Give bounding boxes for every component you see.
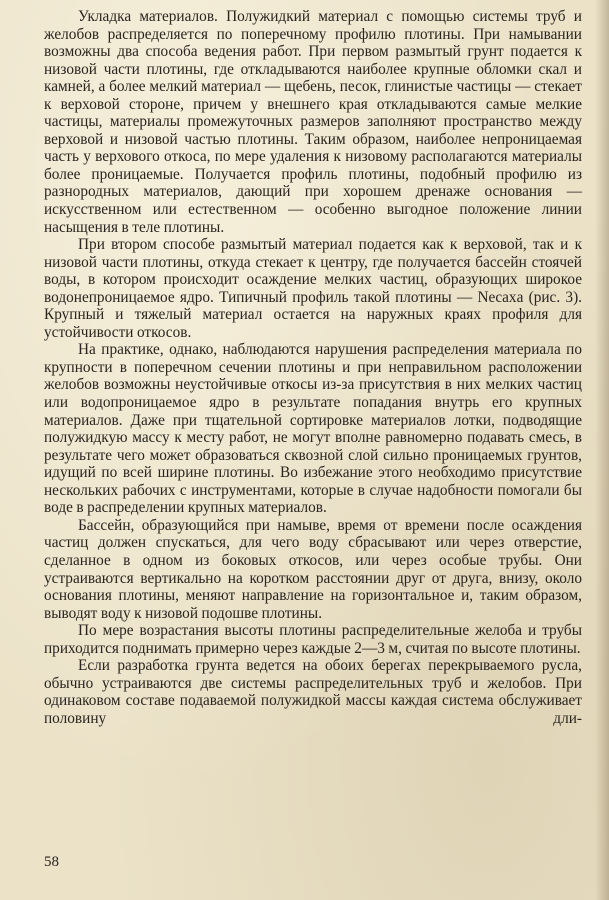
paragraph-two-systems: Если разработка грунта ведется на обоих берегах перекрываемого русла, обычно устраиваются две системы распределительных труб и желобов. При одинаковом составе подаваемой полужидкой массы каждая система обслуживает половину дли- xyxy=(44,657,582,727)
page-text xyxy=(44,8,582,727)
page-number: 58 xyxy=(44,854,59,870)
paragraph-second-method: При втором способе размытый материал подается как к верховой, так и к низовой части плотины, откуда стекает к центру, где получается бассейн стоячей воды, в котором происходит осаждение мелких частиц, образующих широкое водонепроницаемое ядро. Типичный профиль такой плотины — Necaxa (рис. 3). Крупный и тяжелый материал остается на наружных краях профиля для устойчивости откосов. xyxy=(44,236,582,341)
paragraph-basin-drainage: Бассейн, образующийся при намыве, время от времени после осаждения частиц должен спускаться, для чего воду сбрасывают или через отверстие, сделанное в одном из боковых откосов, или через особые трубы. Они устраиваются вертикально на коротком расстоянии друг от друга, внизу, около основания плотины, меняют направление на горизонтальное и, таким образом, выводят воду к низовой подошве плотины. xyxy=(44,516,582,622)
paragraph-placement-of-materials: Укладка материалов. Полужидкий материал с помощью системы труб и желобов распределяется по поперечному профилю плотины. При намывании возможны два способа ведения работ. При первом размытый грунт подается к низовой части плотины, где откладываются наиболее крупные обломки скал и камней, а более мелкий материал — щебень, песок, глинистые частицы — стекает к верховой стороне, причем у внешнего края откладываются самые мелкие частицы, материалы промежуточных размеров заполняют пространство между верховой и низовой частью плотины. Таким образом, наиболее непроницаемая часть у верхового откоса, по мере удаления к низовому располагаются материалы более проницаемые. Получается профиль плотины, подобный профилю из разнородных материалов, дающий при хорошем дренаже основания — искусственном или естественном — особенно выгодное положение линии насыщения в теле плотины. xyxy=(44,8,582,236)
paragraph-practice-violations: На практике, однако, наблюдаются нарушения распределения материала по крупности в поперечном сечении плотины и при неправильном расположении желобов возможны неустойчивые откосы из-за присутствия в них мелких частиц или водопроницаемое ядро в результате попадания внутрь его крупных материалов. Даже при тщательной сортировке материалов лотки, подводящие полужидкую массу к месту работ, не могут вполне равномерно подавать смесь, в результате чего может образоваться сквозной слой сильно проницаемых грунтов, идущий по всей ширине плотины. Во избежание этого необходимо присутствие нескольких рабочих с инструментами, которые в случае надобности помогали бы воде в распределении крупных материалов. xyxy=(44,341,582,517)
paragraph-raising-troughs: По мере возрастания высоты плотины распределительные желоба и трубы приходится поднимать примерно через каждые 2—3 м, считая по высоте плотины. xyxy=(44,622,582,657)
